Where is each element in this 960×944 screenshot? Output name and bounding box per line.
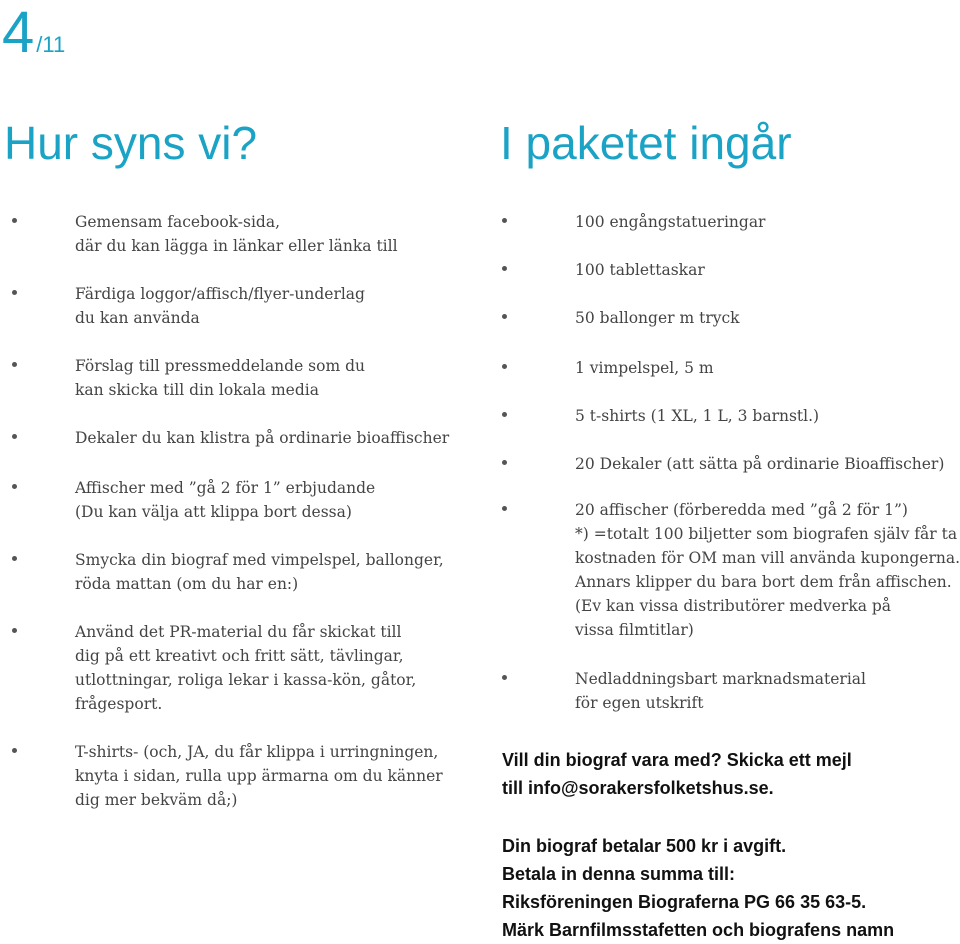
list-item-text: knyta i sidan, rulla upp ärmarna om du känner <box>75 767 443 785</box>
list-item-text: där du kan lägga in länkar eller länka till <box>75 237 398 255</box>
list-item-text: 20 Dekaler (att sätta på ordinarie Bioaffischer) <box>575 455 945 473</box>
list-item-text: Använd det PR-material du får skickat till <box>75 623 402 641</box>
list-item-text: dig på ett kreativt och fritt sätt, tävlingar, <box>75 647 404 665</box>
bullet-icon <box>502 364 507 369</box>
bullet-icon <box>12 218 17 223</box>
payment-line: Märk Barnfilmsstafetten och biografens namn <box>502 920 895 940</box>
bullet-icon <box>502 675 507 680</box>
cta-block <box>502 746 852 802</box>
payment-line: Riksföreningen Biograferna PG 66 35 63-5. <box>502 892 867 912</box>
list-item-text: T-shirts- (och, JA, du får klippa i urringningen, <box>75 743 439 761</box>
payment-line: Betala in denna summa till: <box>502 864 736 884</box>
cta-line: Vill din biograf vara med? Skicka ett mejl <box>502 750 852 770</box>
cta-line: till info@sorakersfolketshus.se. <box>502 778 774 798</box>
list-item-text: dig mer bekväm då;) <box>75 791 238 809</box>
list-item-text: frågesport. <box>75 695 163 713</box>
page-total: /11 <box>36 32 66 57</box>
bullet-icon <box>12 556 17 561</box>
bullet-icon <box>12 290 17 295</box>
list-item-text: utlottningar, roliga lekar i kassa-kön, gåtor, <box>75 671 417 689</box>
list-item-text: du kan använda <box>75 309 200 327</box>
list-item-text: 50 ballonger m tryck <box>575 309 740 327</box>
list-item-text: för egen utskrift <box>575 694 704 712</box>
bullet-icon <box>502 506 507 511</box>
bullet-icon <box>502 314 507 319</box>
bullet-icon <box>502 266 507 271</box>
list-item-text: (Du kan välja att klippa bort dessa) <box>75 503 352 521</box>
list-item-text: Förslag till pressmeddelande som du <box>75 357 365 375</box>
list-item-text: kan skicka till din lokala media <box>75 381 319 399</box>
bullet-icon <box>12 434 17 439</box>
list-item-text: Gemensam facebook-sida, <box>75 213 281 231</box>
list-item-text: Nedladdningsbart marknadsmaterial <box>575 670 866 688</box>
list-item-text: 1 vimpelspel, 5 m <box>575 359 714 377</box>
page-current: 4 <box>2 0 35 65</box>
bullet-icon <box>12 628 17 633</box>
bullet-icon <box>12 748 17 753</box>
list-item-text: Färdiga loggor/affisch/flyer-underlag <box>75 285 365 303</box>
list-item-text: kostnaden för OM man vill använda kupongerna. <box>575 549 960 567</box>
right-heading: I paketet ingår <box>500 117 792 169</box>
list-item-text: vissa filmtitlar) <box>575 621 694 639</box>
list-item-text: 5 t-shirts (1 XL, 1 L, 3 barnstl.) <box>575 407 820 425</box>
payment-line: Din biograf betalar 500 kr i avgift. <box>502 836 787 856</box>
list-item-text: röda mattan (om du har en:) <box>75 575 299 593</box>
list-item-text: 20 affischer (förberedda med ”gå 2 för 1”) <box>575 501 908 519</box>
bullet-icon <box>502 218 507 223</box>
list-item-text: *) =totalt 100 biljetter som biografen själv får ta <box>575 525 958 543</box>
list-item-text: Annars klipper du bara bort dem från affischen. <box>575 573 952 591</box>
payment-block <box>502 832 894 944</box>
list-item-text: Dekaler du kan klistra på ordinarie bioaffischer <box>75 429 450 447</box>
left-heading: Hur syns vi? <box>4 117 258 169</box>
bullet-icon <box>12 484 17 489</box>
list-item-text: 100 engångstatueringar <box>575 213 766 231</box>
list-item-text: 100 tablettaskar <box>575 261 705 279</box>
list-item-text: (Ev kan vissa distributörer medverka på <box>575 597 892 615</box>
bullet-icon <box>12 362 17 367</box>
list-item-text: Affischer med ”gå 2 för 1” erbjudande <box>75 479 376 497</box>
bullet-icon <box>502 460 507 465</box>
list-item-text: Smycka din biograf med vimpelspel, ballonger, <box>75 551 444 569</box>
bullet-icon <box>502 412 507 417</box>
page-number <box>2 0 65 66</box>
